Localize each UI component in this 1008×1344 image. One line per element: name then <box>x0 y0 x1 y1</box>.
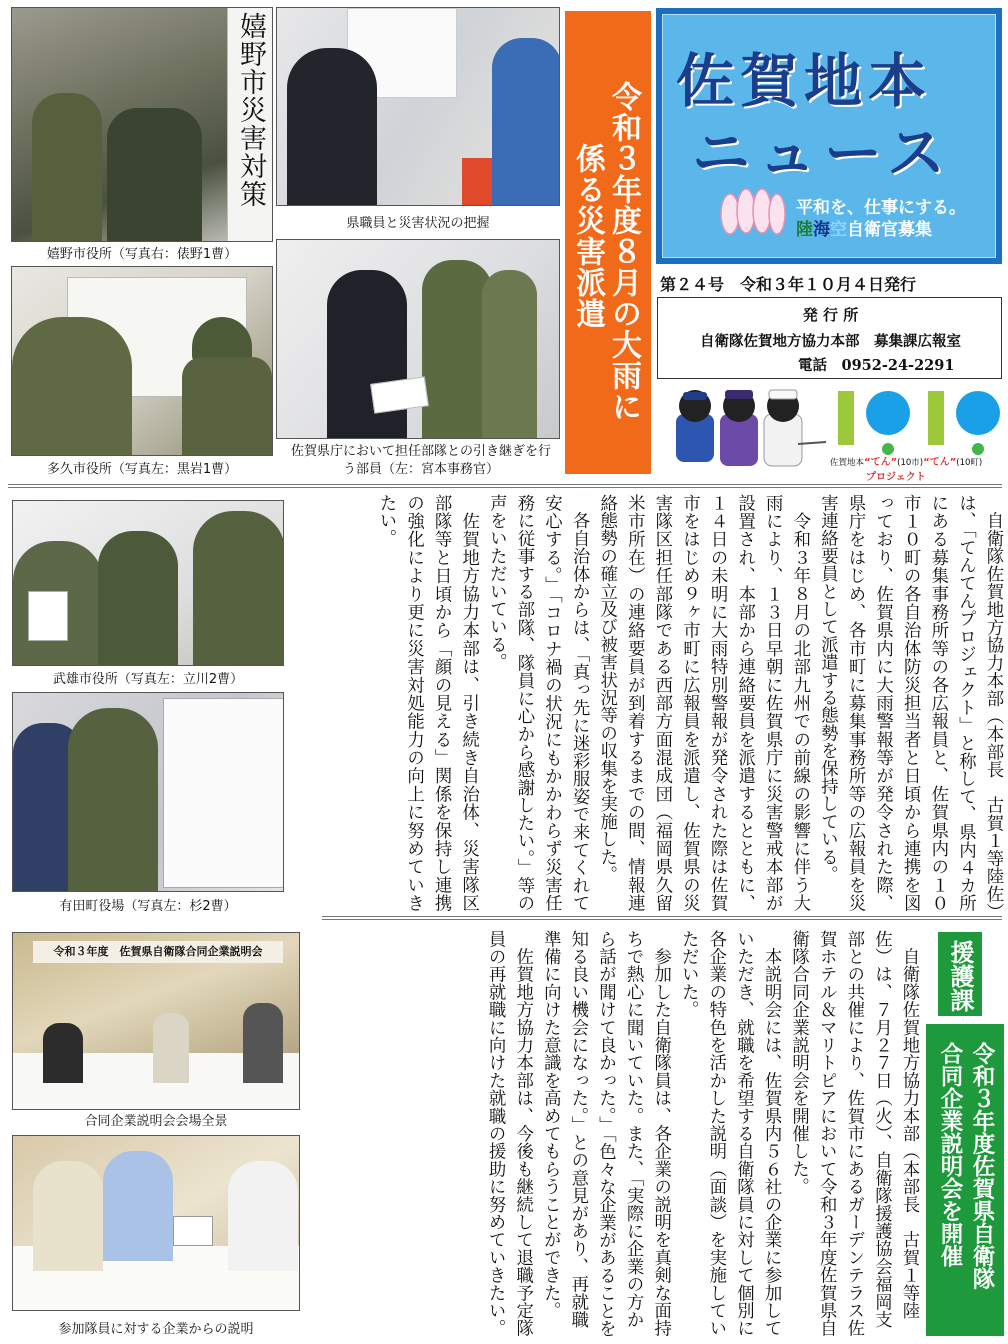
caption-taku: 多久市役所（写真左：黒岩1曹） <box>46 462 238 477</box>
publisher-name: 自衛隊佐賀地方協力本部 募集課広報室 <box>700 333 961 350</box>
article1-headline-box <box>565 11 651 474</box>
photo-arita <box>12 692 284 892</box>
section-label-box <box>938 932 982 1016</box>
photo-prefecture-staff <box>276 7 560 206</box>
article1-body: 自衛隊佐賀地方協力本部（本部長 古賀１等陸佐）は、「てんてんプロジェクト」と称して、県内４カ所にある募集事務所等の各広報員と、佐賀県内の１０市１０町の各自治体防災担当者と日頃から連携を図っており、佐賀県内に大雨警報等が発令された際、県庁をはじめ、各市町に募集事務所等の広報員を災害連絡要員として派遣する態勢を保持している。 令和３年８月の北部九州での前線の影響に伴う大雨により、１３日早朝に佐賀県庁に災害警戒本部が設置され、本部から連絡要員を派遣するとともに、１４日の未明に大雨特別警報が発令された際は佐賀市をはじめ９ヶ市町に広報員を派遣し、佐賀県の災害隊区担任部隊である西部方面混成団（福岡県久留米市所在）の連絡要員が到着するまでの間、情報連絡態勢の確立及び被害状況等の収集を実施した。 各自治体からは、「真っ先に迷彩服姿で来てくれて安心する。」「コロナ禍の状況にもかかわらず災害任務に従事する部隊、隊員に心から感謝したい。」等の声をいただいている。 佐賀地方協力本部は、引き続き自治体、災害隊区部隊等と日頃から「顔の見える」関係を保持し連携の強化により更に災害対処能力の向上に努めていきたい。 <box>375 494 1003 912</box>
publisher-phone: 電話 0952-24-2291 <box>798 357 955 374</box>
caption-ureshino: 嬉野市役所（写真右：俵野1曹） <box>46 247 238 262</box>
article2-headline-line1: 令和３年度佐賀県自衛隊 <box>969 1042 995 1290</box>
caption-prefecture-staff: 県職員と災害状況の把握 <box>346 216 490 231</box>
article2-headline-line2: 合同企業説明会を開催 <box>937 1042 963 1267</box>
masthead-slogan2 <box>796 215 932 240</box>
divider-mid <box>322 916 1002 920</box>
article1-headline-line2: 係る災害派遣 <box>570 143 605 329</box>
issue-number-date: 第２４号 令和３年１０月４日発行 <box>660 275 917 294</box>
divider-top <box>8 484 1002 488</box>
caption-explain: 参加隊員に対する企業からの説明 <box>58 1322 254 1337</box>
publisher-label: 発 行 所 <box>802 306 859 324</box>
caption-handover: 佐賀県庁において担任部隊との引き継ぎを行う部員（左：宮本事務官） <box>290 444 551 477</box>
photo-explain <box>12 1135 300 1311</box>
mascot-group <box>668 384 828 476</box>
caption-venue: 合同企業説明会会場全景 <box>84 1114 228 1129</box>
masthead-title-line2: ニュース <box>692 119 954 187</box>
section-label: 援護課 <box>946 940 974 1012</box>
photo-takeo <box>12 500 284 666</box>
photo-taku <box>11 266 273 456</box>
caption-takeo: 武雄市役所（写真左：立川2曹） <box>52 672 244 687</box>
masthead-title-line1: 佐賀地本 <box>676 47 933 115</box>
tenten-caption: 佐賀地本“てん”(10市)“てん”(10町) <box>830 457 983 468</box>
slogan-rest: 自衛官募集 <box>847 220 932 240</box>
ureshino-signboard: 嬉野市災害対策 <box>235 12 266 208</box>
article2-body: 自衛隊佐賀地方協力本部（本部長 古賀１等陸佐）は、７月２７日（火）、自衛隊援護協会福岡支部との共催により、佐賀市にあるガーデンテラス佐賀ホテル＆マリトピアにおいて令和３年度佐賀県自衛隊合同企業説明会を開催した。 本説明会には、佐賀県内５６社の企業に参加していただき、就職を希望する自衛隊員に対して個別に各企業の特色を活かした説明（面談）を実施していただいた。 参加した自衛隊員は、各企業の説明を真剣な面持ちで熱心に聞いていた。また、「実際に企業の方から話が聞けて良かった。」「色々な企業があることを知る良い機会になった。」との意見があり、再就職準備に向けた意識を高めてもらうことができた。 佐賀地方協力本部は、今後も継続して退職予定隊員の再就職に向けた就職の援助に努めていきたい。 <box>485 930 919 1338</box>
caption-arita: 有田町役場（写真左：杉2曹） <box>59 899 237 914</box>
slogan-ku: 空 <box>830 220 847 240</box>
masthead-slogan1: 平和を、仕事にする。 <box>796 198 966 218</box>
article2-headline-box <box>926 1024 1004 1336</box>
tenten-project-label: プロジェクト <box>866 472 926 483</box>
slogan-riku: 陸 <box>796 220 813 240</box>
venue-banner: 令和３年度 佐賀県自衛隊合同企業説明会 <box>33 941 283 963</box>
slogan-kai: 海 <box>813 220 830 240</box>
photo-venue <box>12 932 300 1110</box>
photo-ureshino <box>11 7 273 242</box>
article1-headline-line1: 令和３年度８月の大雨に <box>606 81 641 422</box>
cherry-blossom-icon <box>718 186 786 236</box>
tenten-logo <box>832 383 1004 455</box>
publisher-box <box>657 297 1002 379</box>
photo-handover <box>276 239 560 439</box>
masthead <box>656 8 1002 264</box>
